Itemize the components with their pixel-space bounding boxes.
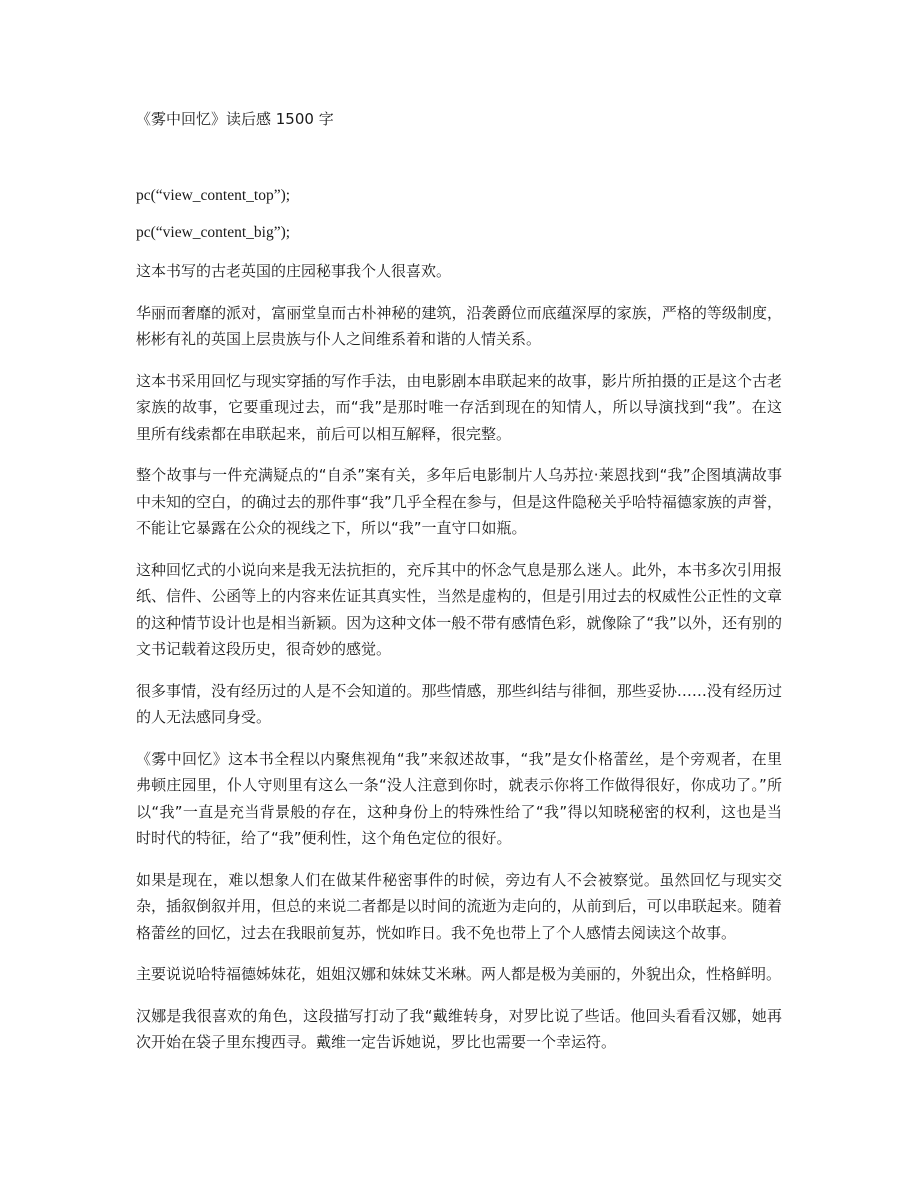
- paragraph-7: 《雾中回忆》这本书全程以内聚焦视角“我”来叙述故事，“我”是女仆格蕾丝，是个旁观者，在里弗顿庄园里，仆人守则里有这么一条“没人注意到你时，就表示你将工作做得很好，你成功了。”所以“我”一直是充当背景般的存在，这种身份上的特殊性给了“我”得以知晓秘密的权利，这也是当时时代的特征，给了“我”便利性，这个角色定位的很好。: [136, 749, 782, 847]
- paragraph-9: 主要说说哈特福德姊妹花，姐姐汉娜和妹妹艾米琳。两人都是极为美丽的，外貌出众，性格鲜明。: [136, 965, 782, 983]
- paragraph-5: 这种回忆式的小说向来是我无法抗拒的，充斥其中的怀念气息是那么迷人。此外，本书多次引用报纸、信件、公函等上的内容来佐证其真实性，当然是虚构的，但是引用过去的权威性公正性的文章的这种情节设计也是相当新颖。因为这种文体一般不带有感情色彩，就像除了“我”以外，还有别的文书记载着这段历史，很奇妙的感觉。: [136, 560, 782, 658]
- code-line-big: pc(“view_content_big”);: [136, 224, 291, 241]
- paragraph-3: 这本书采用回忆与现实穿插的写作手法，由电影剧本串联起来的故事，影片所拍摄的正是这个古老家族的故事，它要重现过去，而“我”是那时唯一存活到现在的知情人，所以导演找到“我”。在这里所有线索都在串联起来，前后可以相互解释，很完整。: [136, 371, 782, 443]
- code-line-top: pc(“view_content_top”);: [136, 187, 291, 204]
- document-body: [136, 258, 782, 1071]
- paragraph-10: 汉娜是我很喜欢的角色，这段描写打动了我“戴维转身，对罗比说了些话。他回头看看汉娜，她再次开始在袋子里东搜西寻。戴维一定告诉她说，罗比也需要一个幸运符。: [136, 1006, 782, 1051]
- paragraph-6: 很多事情，没有经历过的人是不会知道的。那些情感，那些纠结与徘徊，那些妥协……没有经历过的人无法感同身受。: [136, 681, 782, 726]
- document-title: 《雾中回忆》读后感 1500 字: [136, 110, 334, 128]
- paragraph-1: 这本书写的古老英国的庄园秘事我个人很喜欢。: [136, 262, 452, 280]
- paragraph-4: 整个故事与一件充满疑点的“自杀”案有关，多年后电影制片人乌苏拉·莱恩找到“我”企图填满故事中未知的空白，的确过去的那件事“我”几乎全程在参与，但是这件隐秘关乎哈特福德家族的声誉，不能让它暴露在公众的视线之下，所以“我”一直守口如瓶。: [136, 466, 782, 537]
- paragraph-8: 如果是现在，难以想象人们在做某件秘密事件的时候，旁边有人不会被察觉。虽然回忆与现实交杂，插叙倒叙并用，但总的来说二者都是以时间的流逝为走向的，从前到后，可以串联起来。随着格蕾丝的回忆，过去在我眼前复苏，恍如昨日。我不免也带上了个人感情去阅读这个故事。: [136, 870, 782, 942]
- paragraph-2: 华丽而奢靡的派对，富丽堂皇而古朴神秘的建筑，沿袭爵位而底蕴深厚的家族，严格的等级制度，彬彬有礼的英国上层贵族与仆人之间维系着和谐的人情关系。: [136, 303, 782, 348]
